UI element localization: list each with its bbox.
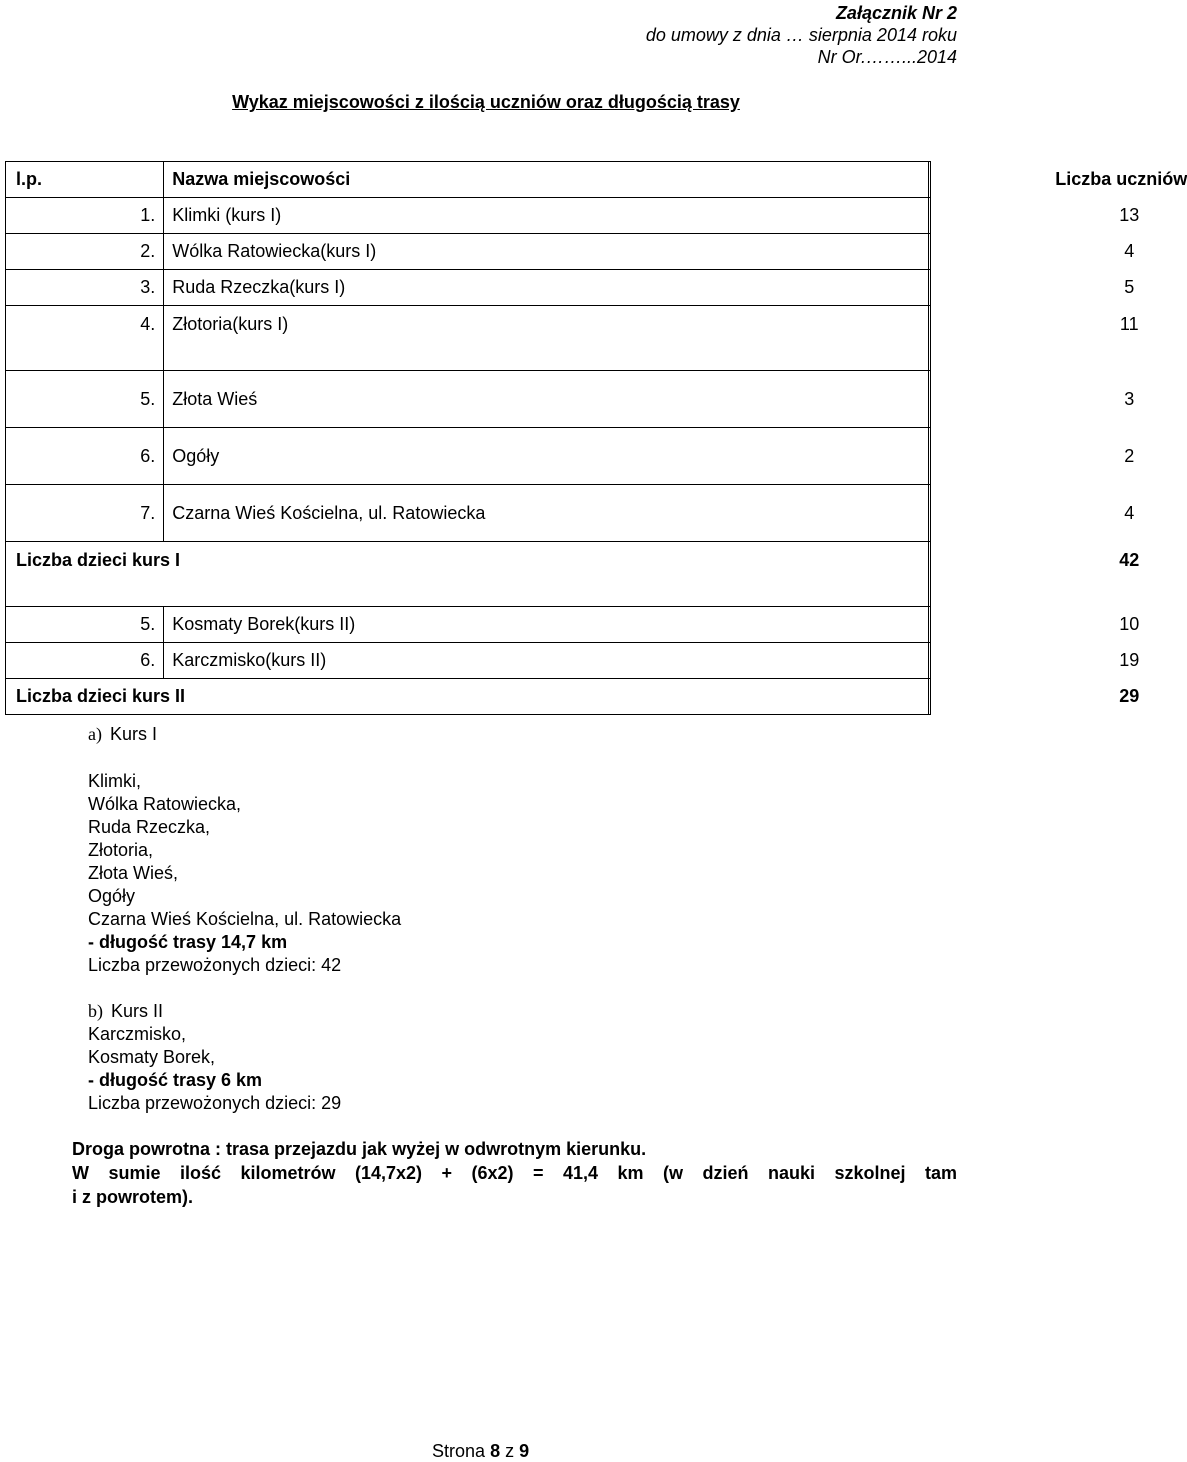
table-row <box>6 607 931 643</box>
route-length: - długość trasy 14,7 km <box>88 932 288 952</box>
row-count: 11 <box>1119 314 1139 334</box>
route-stop: Ruda Rzeczka, <box>88 817 211 837</box>
row-name: Karczmisko(kurs II) <box>164 643 929 679</box>
route-1-heading <box>88 723 157 746</box>
route-stop: Karczmisko, <box>88 1024 187 1044</box>
route-title: Kurs II <box>111 1001 164 1021</box>
route-stop: Kosmaty Borek, <box>88 1047 216 1067</box>
table-row <box>6 270 931 306</box>
total-km-line-end: i z powrotem). <box>72 1187 193 1207</box>
route-stop: Złotoria, <box>88 840 154 860</box>
sum-row-course-2 <box>6 679 931 715</box>
route-stop: Złota Wieś, <box>88 863 179 883</box>
row-count: 5 <box>1124 277 1135 297</box>
row-lp: 5. <box>6 607 164 643</box>
row-lp: 3. <box>6 270 164 306</box>
row-name: Złota Wieś <box>164 371 929 428</box>
table-row <box>6 371 931 428</box>
row-name: Kosmaty Borek(kurs II) <box>164 607 929 643</box>
row-name: Złotoria(kurs I) <box>164 306 929 371</box>
route-stop: Ogóły <box>88 886 136 906</box>
table-row <box>6 234 931 270</box>
row-count: 4 <box>1124 241 1135 261</box>
sum-count: 29 <box>1119 686 1140 706</box>
agreement-date: do umowy z dnia … sierpnia 2014 roku <box>645 25 957 45</box>
sum-label: Liczba dzieci kurs I <box>6 542 929 607</box>
row-count: 4 <box>1124 502 1135 523</box>
table-row <box>6 485 931 542</box>
header-count: Liczba uczniów <box>1055 169 1187 189</box>
attachment-label: Załącznik Nr 2 <box>835 3 957 23</box>
row-count: 3 <box>1124 388 1135 409</box>
row-count: 13 <box>1119 205 1140 225</box>
sum-row-course-1 <box>6 542 931 607</box>
header-lp: l.p. <box>6 162 164 198</box>
route-children-count: Liczba przewożonych dzieci: 42 <box>88 955 342 975</box>
row-name: Ruda Rzeczka(kurs I) <box>164 270 929 306</box>
list-marker: b) <box>88 1001 103 1021</box>
route-1-stops <box>88 770 401 977</box>
summary <box>72 1137 957 1209</box>
row-lp: 6. <box>6 428 164 485</box>
row-lp: 4. <box>6 306 164 371</box>
row-count: 2 <box>1124 445 1135 466</box>
sum-count: 42 <box>1119 550 1140 570</box>
route-children-count: Liczba przewożonych dzieci: 29 <box>88 1093 342 1113</box>
route-2-block <box>88 1000 341 1115</box>
page-number: Strona 8 z 9 <box>432 1441 530 1461</box>
row-count: 10 <box>1119 614 1140 634</box>
students-table <box>5 161 1187 715</box>
row-lp: 5. <box>6 371 164 428</box>
row-name: Klimki (kurs I) <box>164 198 929 234</box>
total-km-line: W sumie ilość kilometrów (14,7x2) + (6x2) = 41,4 km (w dzień nauki szkolnej tam <box>72 1163 957 1183</box>
row-lp: 7. <box>6 485 164 542</box>
row-lp: 2. <box>6 234 164 270</box>
route-2-heading <box>88 1000 341 1023</box>
table-row <box>6 643 931 679</box>
table-header-row <box>6 162 931 198</box>
list-marker: a) <box>88 724 102 744</box>
table-row <box>6 198 931 234</box>
row-name: Czarna Wieś Kościelna, ul. Ratowiecka <box>164 485 929 542</box>
route-stop: Czarna Wieś Kościelna, ul. Ratowiecka <box>88 909 402 929</box>
table-row <box>6 306 931 371</box>
row-name: Wólka Ratowiecka(kurs I) <box>164 234 929 270</box>
route-stop: Klimki, <box>88 771 141 791</box>
table-row <box>6 428 931 485</box>
agreement-number: Nr Or.……...2014 <box>817 47 957 67</box>
row-lp: 6. <box>6 643 164 679</box>
route-length: - długość trasy 6 km <box>88 1070 263 1090</box>
document-title: Wykaz miejscowości z ilością uczniów oraz długością trasy <box>232 92 740 112</box>
row-name: Ogóły <box>164 428 929 485</box>
row-lp: 1. <box>6 198 164 234</box>
route-title: Kurs I <box>109 724 157 744</box>
row-count: 19 <box>1119 650 1140 670</box>
header-name: Nazwa miejscowości <box>164 162 929 198</box>
sum-label: Liczba dzieci kurs II <box>6 679 929 715</box>
route-stop: Wólka Ratowiecka, <box>88 794 242 814</box>
return-route-note: Droga powrotna : trasa przejazdu jak wyżej w odwrotnym kierunku. <box>72 1139 647 1159</box>
